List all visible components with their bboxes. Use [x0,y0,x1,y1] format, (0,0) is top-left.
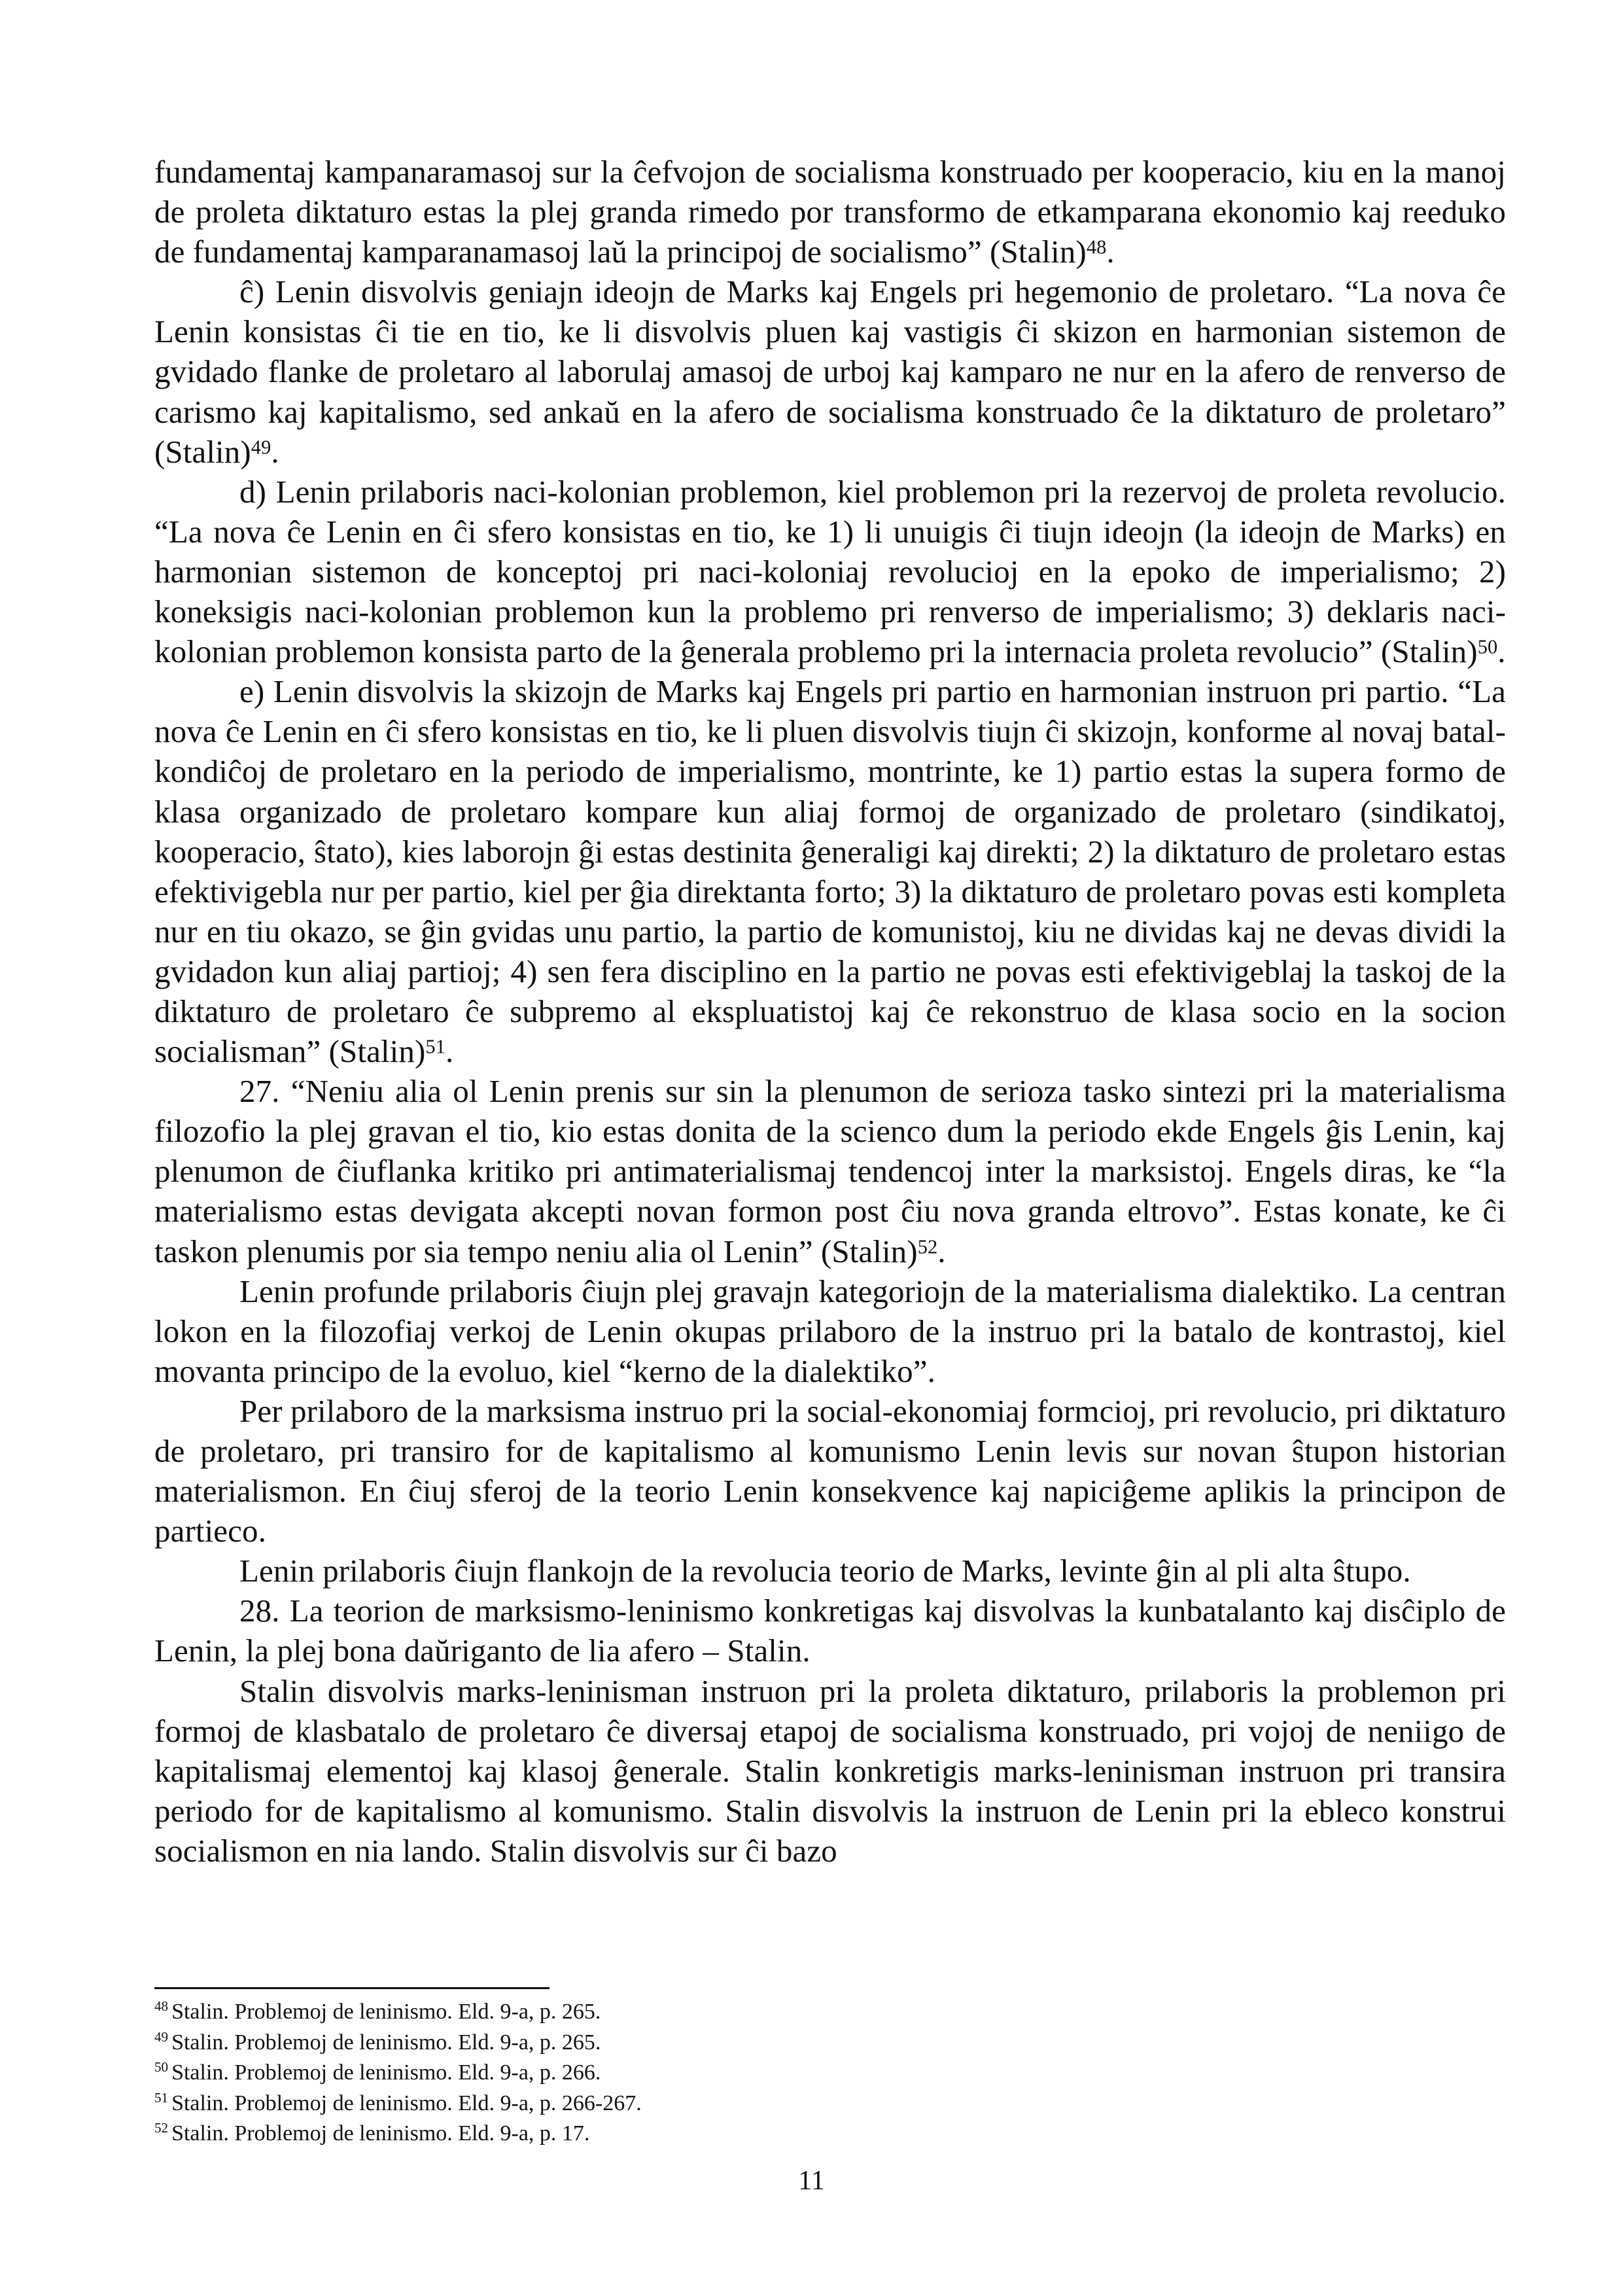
paragraph-text: d) Lenin prilaboris naci-kolonian problemon, kiel problemon pri la rezervoj de proleta revolucio. “La nova ĉe Lenin en ĉi sfero konsistas en tio, ke 1) li unuigis ĉi tiujn ideojn (la ideojn de Marks) en harmonian sistemon de konceptoj pri naci-koloniaj revolucioj en la epoko de imperialismo; 2) koneksigis naci-kolonian problemon kun la problemo pri renverso de imperialismo; 3) deklaris naci-kolonian problemon konsista parto de la ĝenerala problemo pri la internacia proleta revolucio” (Stalin) [154,473,1506,670]
paragraph-28 [154,1591,1506,1670]
paragraph-text: Lenin prilaboris ĉiujn flankojn de la revolucia teorio de Marks, levinte ĝin al pli alta ŝtupo. [239,1553,1411,1589]
footnote-text: Stalin. Problemoj de leninismo. Eld. 9-a, p. 266. [171,2060,601,2085]
footnote-text: Stalin. Problemoj de leninismo. Eld. 9-a, p. 266-267. [171,2091,642,2115]
paragraph-text: fundamentaj kampanaramasoj sur la ĉefvojon de socialisma konstruado per kooperacio, kiu en la manoj de proleta diktaturo estas la plej granda rimedo por transformo de etkamparana ekonomio kaj reeduko de fundamentaj kamparanamasoj laŭ la principoj de socialismo” (Stalin) [154,154,1506,270]
footnote-number: 48 [154,1998,169,2015]
footnote-number: 51 [154,2089,169,2106]
footnote [154,2058,1506,2089]
paragraph-dialektiko [154,1271,1506,1391]
footnote-ref[interactable]: 49 [251,436,271,458]
paragraph-naci-kolonia [154,472,1506,671]
paragraph-continuation [154,152,1506,272]
paragraph-text: 28. La teorion de marksismo-leninismo konkretigas kaj disvolvas la kunbatalanto kaj disĉiplo de Lenin, la plej bona daŭriganto de lia afero – Stalin. [154,1593,1506,1669]
footnote-ref[interactable]: 50 [1477,635,1498,658]
paragraph-text: ĉ) Lenin disvolvis geniajn ideojn de Marks kaj Engels pri hegemonio de proletaro. “La nova ĉe Lenin konsistas ĉi tie en tio, ke li disvolvis pluen kaj vastigis ĉi skizon en harmonian sistemon de gvidado flanke de proletaro al laborulaj amasoj de urboj kaj kamparo ne nur en la afero de renverso de carismo kaj kapitalismo, sed ankaŭ en la afero de socialisma konstruado ĉe la diktaturo de proletaro” (Stalin) [154,274,1506,470]
paragraph-tail: . [937,1233,946,1269]
paragraph-text: Stalin disvolvis marks-leninisman instruon pri la proleta diktaturo, prilaboris la problemon pri formoj de klasbatalo de proletaro ĉe diversaj etapoj de socialisma konstruado, pri vojoj de neniigo de kapitalismaj elementoj kaj klasoj ĝenerale. Stalin konkretigis marks-leninisman instruon pri transira periodo for de kapitalismo al komunismo. Stalin disvolvis la instruon de Lenin pri la ebleco konstrui socialismon en nia lando. Stalin disvolvis sur ĉi bazo [154,1672,1506,1869]
footnote-text: Stalin. Problemoj de leninismo. Eld. 9-a, p. 17. [171,2121,590,2146]
paragraph-text: 27. “Neniu alia ol Lenin prenis sur sin la plenumon de serioza tasko sintezi pri la materialisma filozofio la plej gravan el tio, kio estas donita de la scienco dum la periodo ekde Engels ĝis Lenin, kaj plenumon de ĉiuflanka kritiko pri antimaterialismaj tendencoj inter la marksistoj. Engels diras, ke “la materialismo estas devigata akcepti novan formon post ĉiu nova granda eltrovo”. Estas konate, ke ĉi taskon plenumis por sia tempo neniu alia ol Lenin” (Stalin) [154,1073,1506,1269]
footnote-text: Stalin. Problemoj de leninismo. Eld. 9-a, p. 265. [171,2030,601,2055]
footnote-text: Stalin. Problemoj de leninismo. Eld. 9-a, p. 265. [171,2000,601,2024]
footnote-separator [154,1987,550,1989]
paragraph-hegemonio [154,272,1506,471]
paragraph-27 [154,1071,1506,1271]
paragraph-historia-materialismo [154,1391,1506,1551]
footnote-number: 50 [154,2059,169,2075]
footnote-ref[interactable]: 52 [917,1235,938,1258]
footnote [154,2089,1506,2119]
footnote-number: 49 [154,2028,169,2045]
paragraph-text: e) Lenin disvolvis la skizojn de Marks kaj Engels pri partio en harmonian instruon pri partio. “La nova ĉe Lenin en ĉi sfero konsistas en tio, ke li pluen disvolvis tiujn ĉi skizojn, konforme al novaj batal-kondiĉoj de proletaro en la periodo de imperialismo, montrinte, ke 1) partio estas la supera formo de klasa organizado de proletaro kompare kun aliaj formoj de organizado de proletaro (sindikatoj, kooperacio, ŝtato), kies laborojn ĝi estas destinita ĝeneraligi kaj direkti; 2) la diktaturo de proletaro estas efektivigebla nur per partio, kiel per ĝia direktanta forto; 3) la diktaturo de proletaro povas esti kompleta nur en tiu okazo, se ĝin gvidas unu partio, la partio de komunistoj, kiu ne dividas kaj ne devas dividi la gvidadon kun aliaj partioj; 4) sen fera disciplino en la partio ne povas esti efektivigeblaj la taskoj de la diktaturo de proletaro ĉe subpremo al ekspluatistoj kaj ĉe rekonstruo de klasa socio en la socion socialisman” (Stalin) [154,673,1506,1070]
paragraph-partio [154,671,1506,1071]
footnotes [154,1997,1506,2149]
footnote-ref[interactable]: 51 [425,1035,445,1058]
paragraph-text: Per prilaboro de la marksisma instruo pri la social-ekonomiaj formcioj, pri revolucio, pri diktaturo de proletaro, pri transiro for de kapitalismo al komunismo Lenin levis sur novan ŝtupon historian materialismon. En ĉiuj sferoj de la teorio Lenin konsekvence kaj napiciĝeme aplikis la principon de partieco. [154,1392,1506,1549]
paragraph-tail: . [271,433,279,470]
footnote-number: 52 [154,2120,169,2136]
page-number: 11 [798,2166,825,2196]
paragraph-tail: . [1497,633,1506,670]
footnote [154,2119,1506,2149]
paragraph-tail: . [445,1033,454,1070]
body-text [154,152,1506,1871]
paragraph-stalin [154,1671,1506,1871]
paragraph-tail: . [1106,234,1115,270]
footnote [154,1997,1506,2028]
footnote [154,2028,1506,2058]
footnote-ref[interactable]: 48 [1086,236,1107,258]
paragraph-text: Lenin profunde prilaboris ĉiujn plej gravajn kategoriojn de la materialisma dialektiko. La centran lokon en la filozofiaj verkoj de Lenin okupas prilaboro de la instruo pri la batalo de kontrastoj, kiel movanta principo de la evoluo, kiel “kerno de la dialektiko”. [154,1273,1506,1389]
paragraph-revolucia-teorio [154,1551,1506,1591]
